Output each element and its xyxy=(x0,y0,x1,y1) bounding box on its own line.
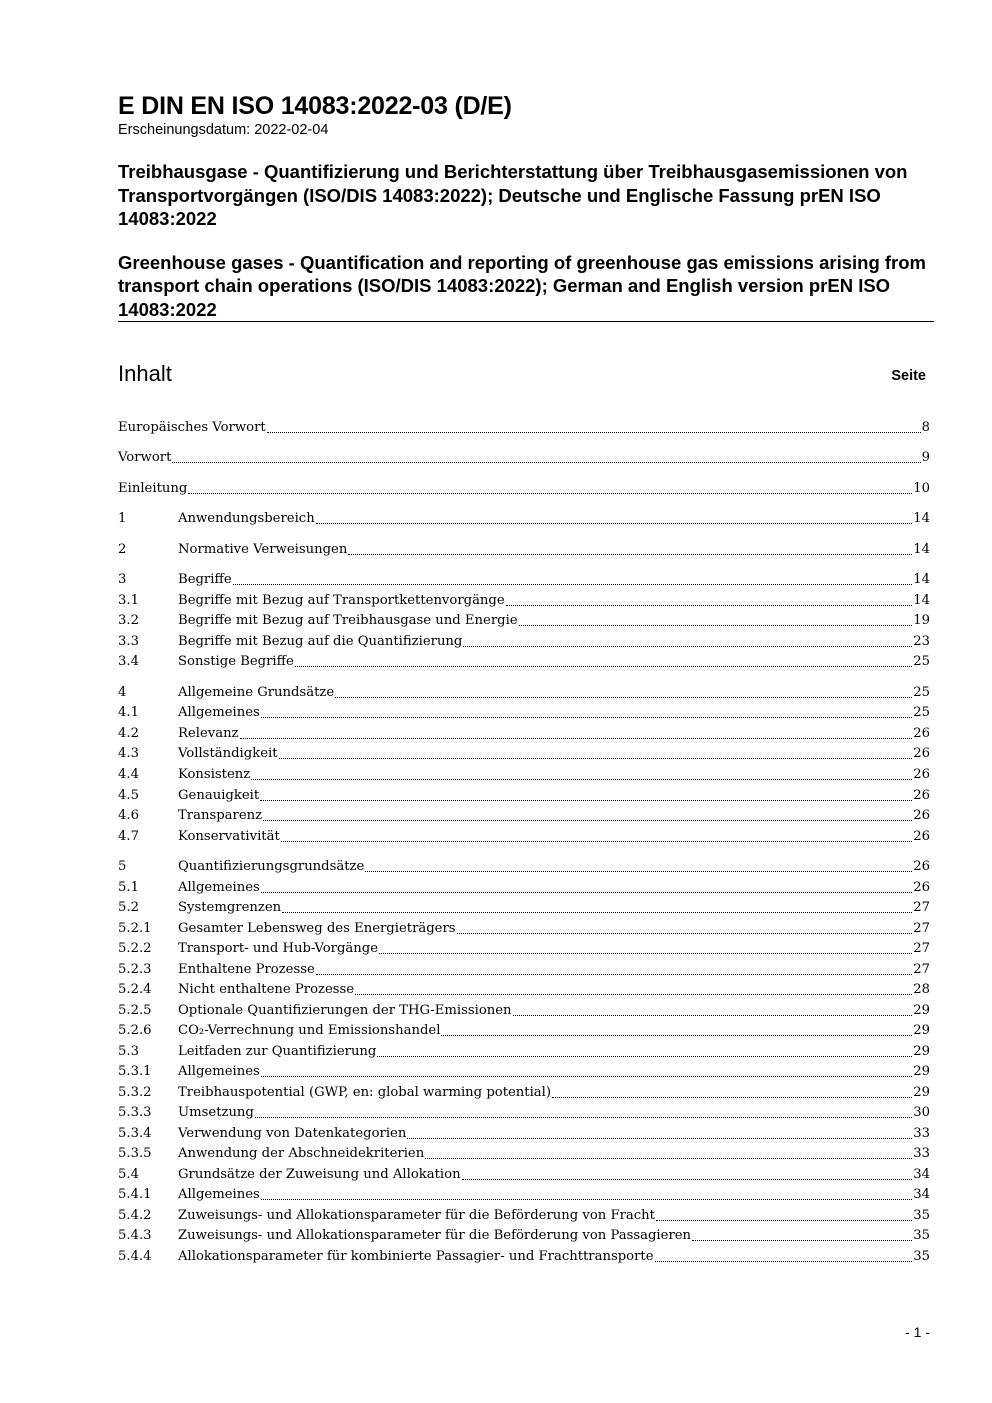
toc-dot-leader xyxy=(377,1056,912,1057)
toc-dot-leader xyxy=(348,554,912,555)
toc-entry-title: Allgemeines xyxy=(178,1064,260,1079)
toc-entry-title: Begriffe mit Bezug auf die Quantifizierung xyxy=(178,634,463,649)
toc-entry-page: 28 xyxy=(913,982,930,997)
toc-entry-page: 27 xyxy=(913,962,930,977)
toc-entry[interactable] xyxy=(118,724,930,744)
toc-entry-title: Anwendung der Abschneidekriterien xyxy=(178,1146,425,1161)
toc-entry-page: 29 xyxy=(913,1003,930,1018)
toc-entry[interactable] xyxy=(118,652,930,672)
toc-entry-page: 26 xyxy=(913,726,930,741)
toc-entry[interactable] xyxy=(118,1185,930,1205)
toc-entry-title: Einleitung xyxy=(118,481,188,496)
toc-entry-number: 5.3 xyxy=(118,1044,139,1059)
toc-dot-leader xyxy=(462,1179,913,1180)
toc-dot-leader xyxy=(261,1199,912,1200)
toc-entry-title: Leitfaden zur Quantifizierung xyxy=(178,1044,377,1059)
toc-entry-page: 26 xyxy=(913,767,930,782)
toc-entry-number: 3 xyxy=(118,572,127,587)
toc-entry-page: 25 xyxy=(913,685,930,700)
toc-entry-number: 4.4 xyxy=(118,767,139,782)
toc-entry[interactable] xyxy=(118,765,930,785)
toc-dot-leader xyxy=(281,841,912,842)
toc-entry-title: Allgemeine Grundsätze xyxy=(178,685,335,700)
toc-dot-leader xyxy=(355,994,912,995)
toc-dot-leader xyxy=(552,1097,912,1098)
toc-entry-number: 3.3 xyxy=(118,634,139,649)
document-id: E DIN EN ISO 14083:2022-03 (D/E) xyxy=(118,92,512,120)
toc-entry[interactable] xyxy=(118,980,930,1000)
toc-dot-leader xyxy=(463,646,912,647)
toc-entry-page: 29 xyxy=(913,1023,930,1038)
toc-entry[interactable] xyxy=(118,1144,930,1164)
toc-entry-title: Allgemeines xyxy=(178,705,260,720)
toc-entry-page: 29 xyxy=(913,1044,930,1059)
toc-entry-title: Transparenz xyxy=(178,808,263,823)
toc-entry-page: 27 xyxy=(913,900,930,915)
toc-dot-leader xyxy=(267,432,921,433)
toc-entry-title: Gesamter Lebensweg des Energieträgers xyxy=(178,921,456,936)
toc-dot-leader xyxy=(261,717,912,718)
toc-entry-title: Relevanz xyxy=(178,726,239,741)
toc-entry-page: 10 xyxy=(913,481,930,496)
toc-entry-title: Enthaltene Prozesse xyxy=(178,962,315,977)
toc-entry-title: Optionale Quantifizierungen der THG-Emissionen xyxy=(178,1003,512,1018)
toc-entry-page: 34 xyxy=(913,1167,930,1182)
toc-dot-leader xyxy=(506,605,913,606)
toc-entry-page: 23 xyxy=(913,634,930,649)
toc-entry-page: 25 xyxy=(913,705,930,720)
toc-heading: Inhalt xyxy=(118,361,172,386)
toc-entry[interactable] xyxy=(118,960,930,980)
toc-entry[interactable] xyxy=(118,1103,930,1123)
toc-entry-page: 9 xyxy=(921,450,930,465)
toc-entry[interactable] xyxy=(118,1001,930,1021)
toc-entry-number: 5.3.4 xyxy=(118,1126,152,1141)
toc-entry[interactable] xyxy=(118,1042,930,1062)
toc-entry[interactable] xyxy=(118,591,930,611)
toc-dot-leader xyxy=(407,1138,912,1139)
toc-entry[interactable] xyxy=(118,786,930,806)
title-german: Treibhausgase - Quantifizierung und Berichterstattung über Treibhausgasemissionen von Transportvorgängen (ISO/DIS 14083:2022); Deutsche und Englische Fassung prEN ISO 14083:2022 xyxy=(118,161,908,229)
toc-entry-title: CO₂-Verrechnung und Emissionshandel xyxy=(178,1023,441,1038)
toc-entry-title: Nicht enthaltene Prozesse xyxy=(178,982,355,997)
toc-entry-number: 5 xyxy=(118,859,127,874)
toc-entry-number: 5.3.3 xyxy=(118,1105,152,1120)
toc-dot-leader xyxy=(513,1015,913,1016)
toc-entry-number: 4 xyxy=(118,685,127,700)
toc-entry-page: 26 xyxy=(913,788,930,803)
toc-entry-title: Konsistenz xyxy=(178,767,251,782)
toc-entry-title: Konservativität xyxy=(178,829,280,844)
toc-entry-title: Begriffe mit Bezug auf Treibhausgase und Energie xyxy=(178,613,518,628)
toc-entry-number: 3.1 xyxy=(118,593,139,608)
toc-entry-number: 5.4.3 xyxy=(118,1228,152,1243)
toc-entry-page: 35 xyxy=(913,1249,930,1264)
toc-entry[interactable] xyxy=(118,1206,930,1226)
toc-entry-page: 26 xyxy=(913,808,930,823)
toc-dot-leader xyxy=(655,1261,913,1262)
toc-dot-leader xyxy=(172,462,920,463)
toc-dot-leader xyxy=(188,493,912,494)
page-number: - 1 - xyxy=(905,1324,930,1340)
toc-entry[interactable] xyxy=(118,570,930,590)
toc-entry-title: Transport- und Hub-Vorgänge xyxy=(178,941,379,956)
document-header xyxy=(118,90,934,321)
toc-entry-page: 29 xyxy=(913,1085,930,1100)
toc-entry-title: Genauigkeit xyxy=(178,788,260,803)
toc-entry-number: 5.4.1 xyxy=(118,1187,152,1202)
toc-entry-title: Zuweisungs- und Allokationsparameter für die Beförderung von Passagieren xyxy=(178,1228,692,1243)
toc-entry-title: Allgemeines xyxy=(178,1187,260,1202)
toc-entry-title: Allokationsparameter für kombinierte Passagier- und Frachttransporte xyxy=(178,1249,654,1264)
toc-entry[interactable] xyxy=(118,448,930,468)
toc-dot-leader xyxy=(316,974,912,975)
toc-dot-leader xyxy=(255,1117,912,1118)
toc-entry-number: 4.6 xyxy=(118,808,139,823)
toc-dot-leader xyxy=(519,625,913,626)
toc-entry-number: 4.3 xyxy=(118,746,139,761)
toc-entry-number: 5.4.4 xyxy=(118,1249,152,1264)
toc-entry-page: 14 xyxy=(913,593,930,608)
toc-entry-number: 5.4.2 xyxy=(118,1208,152,1223)
toc-entry-number: 5.2.4 xyxy=(118,982,152,997)
toc-dot-leader xyxy=(457,933,913,934)
toc-entry[interactable] xyxy=(118,509,930,529)
toc-entry[interactable] xyxy=(118,1247,930,1267)
toc-entry-title: Treibhauspotential (GWP, en: global warming potential) xyxy=(178,1085,552,1100)
toc-entry-page: 30 xyxy=(913,1105,930,1120)
toc-entry-number: 4.5 xyxy=(118,788,139,803)
toc-entry-number: 3.4 xyxy=(118,654,139,669)
toc-entry-page: 27 xyxy=(913,921,930,936)
toc-entry-number: 5.2.5 xyxy=(118,1003,152,1018)
toc-entry[interactable] xyxy=(118,1062,930,1082)
toc-entry[interactable] xyxy=(118,479,930,499)
toc-entry[interactable] xyxy=(118,806,930,826)
toc-entry[interactable] xyxy=(118,939,930,959)
toc-dot-leader xyxy=(295,666,912,667)
toc-entry[interactable] xyxy=(118,540,930,560)
toc-entry-title: Europäisches Vorwort xyxy=(118,420,266,435)
toc-entry-page: 27 xyxy=(913,941,930,956)
toc-entry-title: Systemgrenzen xyxy=(178,900,282,915)
toc-entry-number: 3.2 xyxy=(118,613,139,628)
toc-dot-leader xyxy=(656,1220,912,1221)
toc-dot-leader xyxy=(233,584,913,585)
toc-entry-page: 14 xyxy=(913,511,930,526)
toc-entry-number: 5.3.2 xyxy=(118,1085,152,1100)
toc-entry-page: 35 xyxy=(913,1208,930,1223)
toc-entry-title: Allgemeines xyxy=(178,880,260,895)
toc-entry[interactable] xyxy=(118,744,930,764)
toc-entry[interactable] xyxy=(118,1083,930,1103)
toc-dot-leader xyxy=(316,523,913,524)
toc-entry-number: 2 xyxy=(118,542,127,557)
toc-entry-page: 34 xyxy=(913,1187,930,1202)
toc-entry-title: Vollständigkeit xyxy=(178,746,278,761)
toc-dot-leader xyxy=(260,800,912,801)
toc-entry-number: 4.1 xyxy=(118,705,139,720)
toc-entry-page: 26 xyxy=(913,859,930,874)
toc-dot-leader xyxy=(692,1240,912,1241)
toc-dot-leader xyxy=(335,697,912,698)
toc-entry-number: 1 xyxy=(118,511,127,526)
toc-entry-title: Anwendungsbereich xyxy=(178,511,315,526)
toc-entry-page: 35 xyxy=(913,1228,930,1243)
toc-dot-leader xyxy=(261,892,912,893)
toc-entry-title: Umsetzung xyxy=(178,1105,254,1120)
toc-dot-leader xyxy=(425,1158,912,1159)
toc-entry-page: 26 xyxy=(913,746,930,761)
toc-entry-number: 4.2 xyxy=(118,726,139,741)
toc-entry-title: Begriffe xyxy=(178,572,232,587)
toc-entry-number: 5.1 xyxy=(118,880,139,895)
toc-entry[interactable] xyxy=(118,827,930,847)
header-divider xyxy=(118,321,934,322)
toc-entry[interactable] xyxy=(118,1021,930,1041)
toc-dot-leader xyxy=(261,1076,912,1077)
toc-dot-leader xyxy=(441,1035,912,1036)
toc-entry[interactable] xyxy=(118,1165,930,1185)
toc-entry[interactable] xyxy=(118,683,930,703)
toc-entry-page: 8 xyxy=(921,420,930,435)
toc-entry-number: 5.2.1 xyxy=(118,921,152,936)
toc-entry-title: Zuweisungs- und Allokationsparameter für die Beförderung von Fracht xyxy=(178,1208,655,1223)
toc-entry[interactable] xyxy=(118,611,930,631)
toc-entry-title: Sonstige Begriffe xyxy=(178,654,294,669)
toc-entry[interactable] xyxy=(118,632,930,652)
toc-dot-leader xyxy=(240,738,913,739)
toc-dot-leader xyxy=(279,758,913,759)
toc-entry-number: 5.4 xyxy=(118,1167,139,1182)
toc-entry-title: Quantifizierungsgrundsätze xyxy=(178,859,365,874)
publication-date: Erscheinungsdatum: 2022-02-04 xyxy=(118,122,329,138)
toc-entry-page: 14 xyxy=(913,572,930,587)
toc-entry-page: 33 xyxy=(913,1126,930,1141)
toc-dot-leader xyxy=(251,779,912,780)
toc-entry[interactable] xyxy=(118,418,930,438)
toc-entry-page: 26 xyxy=(913,829,930,844)
toc-entry-page: 26 xyxy=(913,880,930,895)
toc-entry-title: Normative Verweisungen xyxy=(178,542,348,557)
toc-entry-number: 5.2.6 xyxy=(118,1023,152,1038)
toc-entry[interactable] xyxy=(118,1124,930,1144)
toc-entry-page: 14 xyxy=(913,542,930,557)
toc-dot-leader xyxy=(263,820,912,821)
toc-entry[interactable] xyxy=(118,919,930,939)
title-english: Greenhouse gases - Quantification and reporting of greenhouse gas emissions arising from transport chain operations (ISO/DIS 14083:2022); German and English version prEN ISO 14083:2022 xyxy=(118,251,926,320)
toc-dot-leader xyxy=(379,953,912,954)
toc-entry-page: 33 xyxy=(913,1146,930,1161)
toc-entry-title: Grundsätze der Zuweisung und Allokation xyxy=(178,1167,461,1182)
toc-entry-page: 29 xyxy=(913,1064,930,1079)
toc-entry[interactable] xyxy=(118,703,930,723)
toc-entry-page: 25 xyxy=(913,654,930,669)
toc-entry[interactable] xyxy=(118,857,930,877)
toc-entry-title: Vorwort xyxy=(118,450,172,465)
toc-entry-title: Verwendung von Datenkategorien xyxy=(178,1126,407,1141)
toc-page-column-label: Seite xyxy=(891,368,926,384)
toc-entry-number: 5.3.5 xyxy=(118,1146,152,1161)
toc-entry[interactable] xyxy=(118,1226,930,1246)
toc-entry-number: 5.2.2 xyxy=(118,941,152,956)
toc-entry[interactable] xyxy=(118,898,930,918)
toc-dot-leader xyxy=(365,871,912,872)
toc-entry-page: 19 xyxy=(913,613,930,628)
toc-entry[interactable] xyxy=(118,878,930,898)
toc-entry-number: 5.2.3 xyxy=(118,962,152,977)
toc-dot-leader xyxy=(282,912,912,913)
toc-entry-number: 5.2 xyxy=(118,900,139,915)
toc-entry-number: 5.3.1 xyxy=(118,1064,152,1079)
toc-entry-number: 4.7 xyxy=(118,829,139,844)
toc-entry-title: Begriffe mit Bezug auf Transportkettenvorgänge xyxy=(178,593,505,608)
